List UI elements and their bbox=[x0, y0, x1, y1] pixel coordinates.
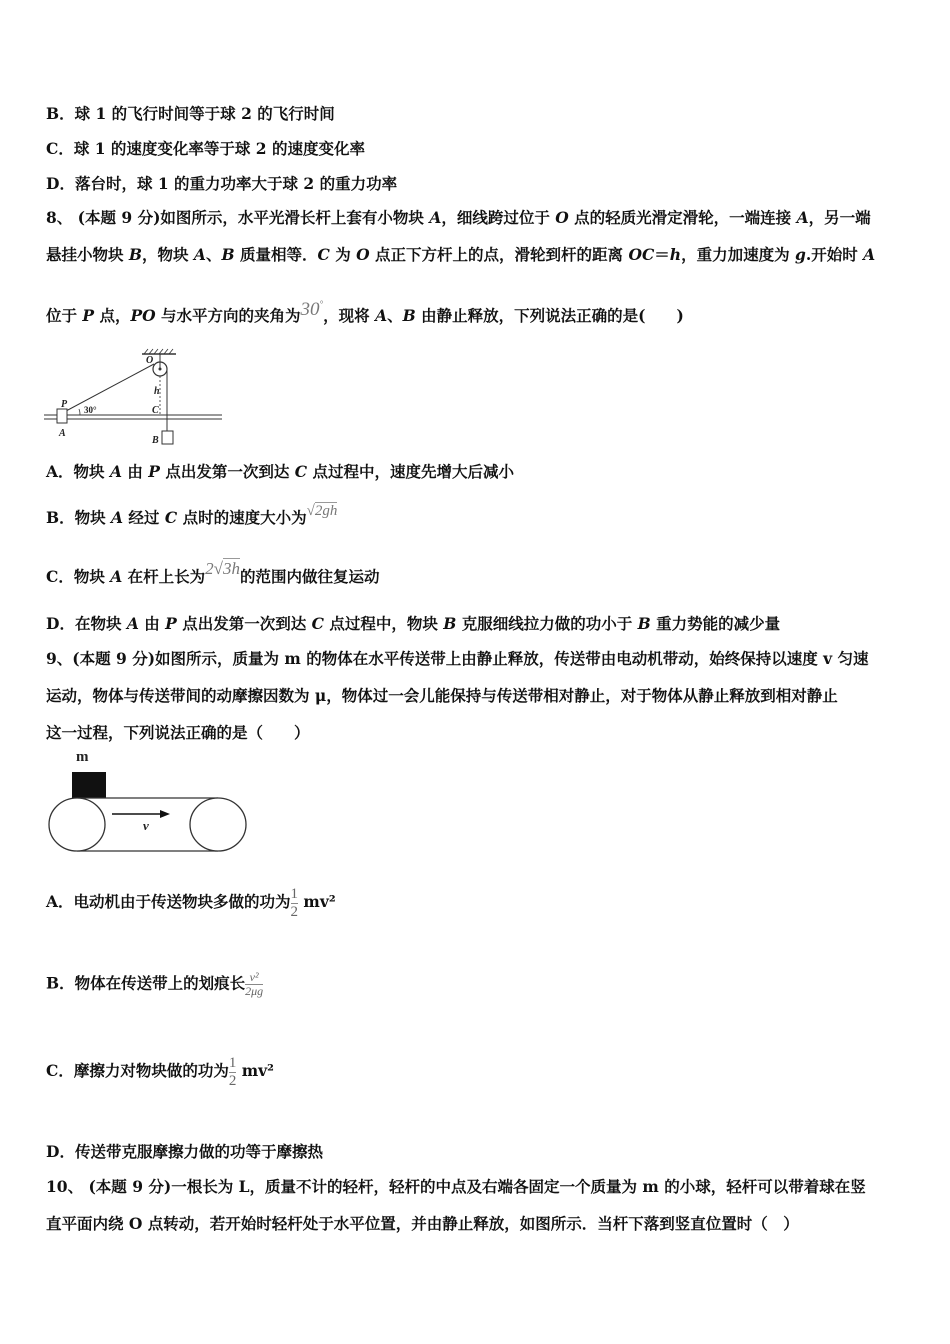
fraction-v2-2mug: $\frac{\text{v²}}{2\mu g}$ bbox=[245, 970, 264, 999]
block-b bbox=[162, 431, 173, 444]
q9-stem-line-1: 9、(本题 9 分)如图所示，质量为 m 的物体在水平传送带上由静止释放，传送带由电动机带动，始终保持以速度 v 匀速 bbox=[46, 649, 869, 668]
q8-stem-line-1: 8、 (本题 9 分)如图所示，水平光滑长杆上套有小物块 A，细线跨过位于 O 点的轻质光滑定滑轮，一端连接 A，另一端 bbox=[46, 208, 871, 227]
q9-stem-line-3: 这一过程，下列说法正确的是（ ） bbox=[46, 723, 310, 742]
two-sqrt-3h: 2√3h bbox=[205, 559, 241, 578]
q10-stem-line-1: 10、 (本题 9 分)一根长为 L，质量不计的轻杆，轻杆的中点及右端各固定一个质量为 m 的小球，轻杆可以带着球在竖 bbox=[46, 1177, 866, 1196]
string-po bbox=[66, 364, 154, 411]
q9-option-b: B．物体在传送带上的划痕长 $\frac{\text{v²}}{2\mu g}$ bbox=[46, 970, 264, 999]
q8-option-d: D．在物块 A 由 P 点出发第一次到达 C 点过程中，物块 B 克服细线拉力做的功小于 B 重力势能的减少量 bbox=[46, 614, 781, 633]
q8-pulley-diagram bbox=[44, 348, 224, 450]
q7-option-b: B．球 1 的飞行时间等于球 2 的飞行时间 bbox=[46, 104, 335, 123]
right-roller bbox=[190, 798, 246, 851]
pulley-axle bbox=[159, 368, 162, 371]
sqrt-2gh: √2gh bbox=[306, 503, 338, 519]
q8-stem-line-2: 悬挂小物块 B，物块 A、B 质量相等．C 为 O 点正下方杆上的点，滑轮到杆的距离 OC＝h，重力加速度为 g.开始时 A bbox=[46, 245, 876, 264]
left-roller bbox=[49, 798, 105, 851]
fraction-half-c: $\frac{1}{2}$ bbox=[228, 1055, 237, 1089]
q8-stem-line-3: 位于 P 点，PO 与水平方向的夹角为30°，现将 A、B 由静止释放，下列说法正确的是( ) bbox=[46, 298, 684, 325]
fraction-half-a: $\frac{1}{2}$ bbox=[290, 886, 299, 920]
q9-stem-line-2: 运动，物体与传送带间的动摩擦因数为 μ，物体过一会儿能保持与传送带相对静止，对于物体从静止释放到相对静止 bbox=[46, 686, 838, 705]
label-angle: 30° bbox=[84, 405, 97, 415]
q9-option-c: C．摩擦力对物块做的功为 $\frac{1}{2}$ mv² bbox=[46, 1055, 274, 1089]
label-v: v bbox=[143, 818, 149, 833]
velocity-arrow-head bbox=[160, 810, 170, 818]
q7-option-c: C．球 1 的速度变化率等于球 2 的速度变化率 bbox=[46, 139, 365, 158]
block-a bbox=[57, 409, 67, 423]
q8-option-a: A．物块 A 由 P 点出发第一次到达 C 点过程中，速度先增大后减小 bbox=[46, 462, 514, 481]
label-p: P bbox=[61, 399, 68, 410]
q9-option-a: A．电动机由于传送物块多做的功为 $\frac{1}{2}$ mv² bbox=[46, 886, 336, 920]
angle-arc bbox=[79, 409, 80, 415]
label-h: h bbox=[154, 386, 160, 397]
label-c: C bbox=[152, 405, 159, 416]
block-m bbox=[72, 772, 106, 798]
q8-option-b: B．物块 A 经过 C 点时的速度大小为√2gh bbox=[46, 503, 338, 527]
q10-stem-line-2: 直平面内绕 O 点转动，若开始时轻杆处于水平位置，并由静止释放，如图所示．当杆下落到竖直位置时（ ） bbox=[46, 1214, 799, 1233]
q9-option-d: D．传送带克服摩擦力做的功等于摩擦热 bbox=[46, 1142, 323, 1161]
q7-option-d: D．落台时，球 1 的重力功率大于球 2 的重力功率 bbox=[46, 174, 398, 193]
label-o: O bbox=[146, 355, 154, 366]
label-b: B bbox=[152, 435, 159, 446]
label-a: A bbox=[59, 428, 66, 439]
q8-option-c: C．物块 A 在杆上长为2√3h的范围内做往复运动 bbox=[46, 559, 380, 586]
label-m: m bbox=[76, 749, 89, 765]
q9-conveyor-diagram bbox=[46, 748, 252, 856]
